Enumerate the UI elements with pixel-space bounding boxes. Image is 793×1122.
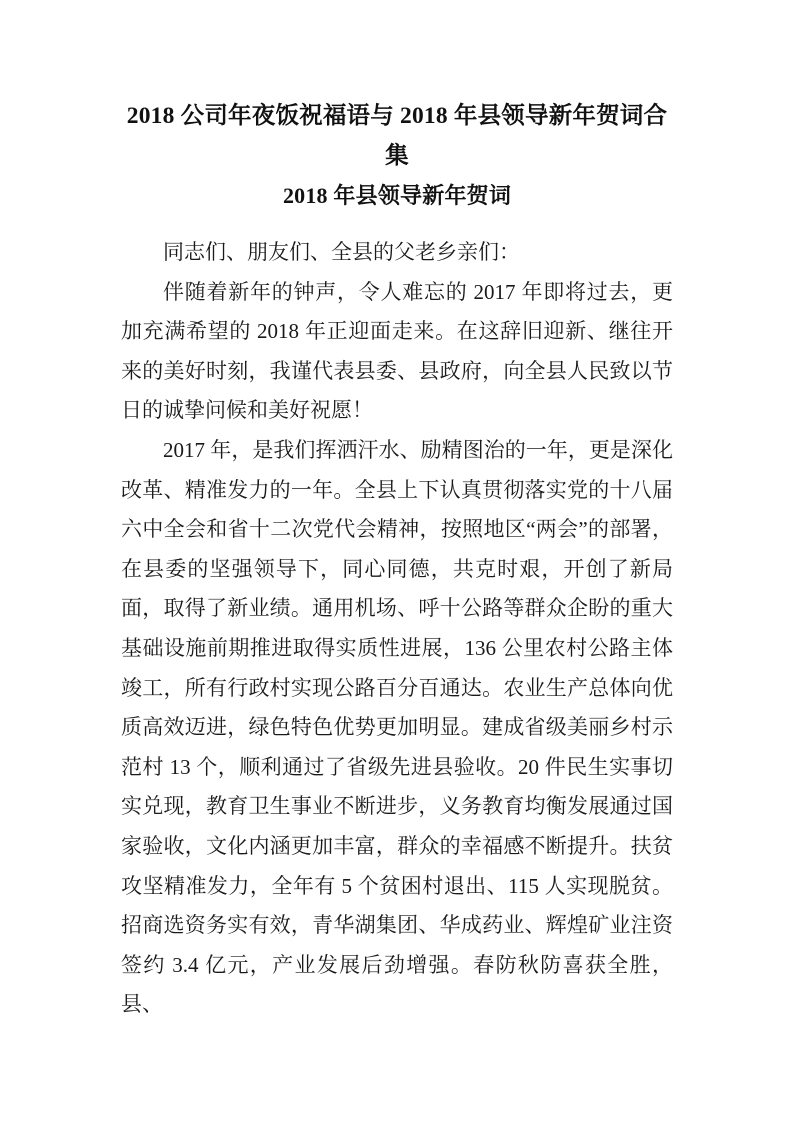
paragraph-year-review: 2017 年，是我们挥洒汗水、励精图治的一年，更是深化改革、精准发力的一年。全县上下认真贯彻落实党的十八届六中全会和省十二次党代会精神，按照地区“两会”的部署，在县委的坚强领导下，同心同德，共克时艰，开创了新局面，取得了新业绩。通用机场、呼十公路等群众企盼的重大基础设施前期推进取得实质性进展，136 公里农村公路主体竣工，所有行政村实现公路百分百通达。农业生产总体向优质高效迈进，绿色特色优势更加明显。建成省级美丽乡村示范村 13 个，顺利通过了省级先进县验收。20 件民生实事切实兑现，教育卫生事业不断进步，义务教育均衡发展通过国家验收，文化内涵更加丰富，群众的幸福感不断提升。扶贫攻坚精准发力，全年有 5 个贫困村退出、115 人实现脱贫。招商选资务实有效，青华湖集团、华成药业、辉煌矿业注资签约 3.4 亿元，产业发展后劲增强。春防秋防喜获全胜，县、: [121, 437, 673, 1017]
page-title: 2018 公司年夜饭祝福语与 2018 年县领导新年贺词合集: [126, 103, 668, 169]
paragraph-greeting: 伴随着新年的钟声，令人难忘的 2017 年即将过去，更加充满希望的 2018 年正迎面走来。在这辞旧迎新、继往开来的美好时刻，我谨代表县委、县政府，向全县人民致以节日的诚挚问候和美好祝愿！: [121, 279, 673, 423]
title-body-spacer: [121, 216, 673, 233]
document-subtitle: 2018 年县领导新年贺词: [282, 183, 512, 208]
paragraph-salutation: 同志们、朋友们、全县的父老乡亲们：: [163, 240, 520, 264]
document-content: [121, 96, 673, 1025]
